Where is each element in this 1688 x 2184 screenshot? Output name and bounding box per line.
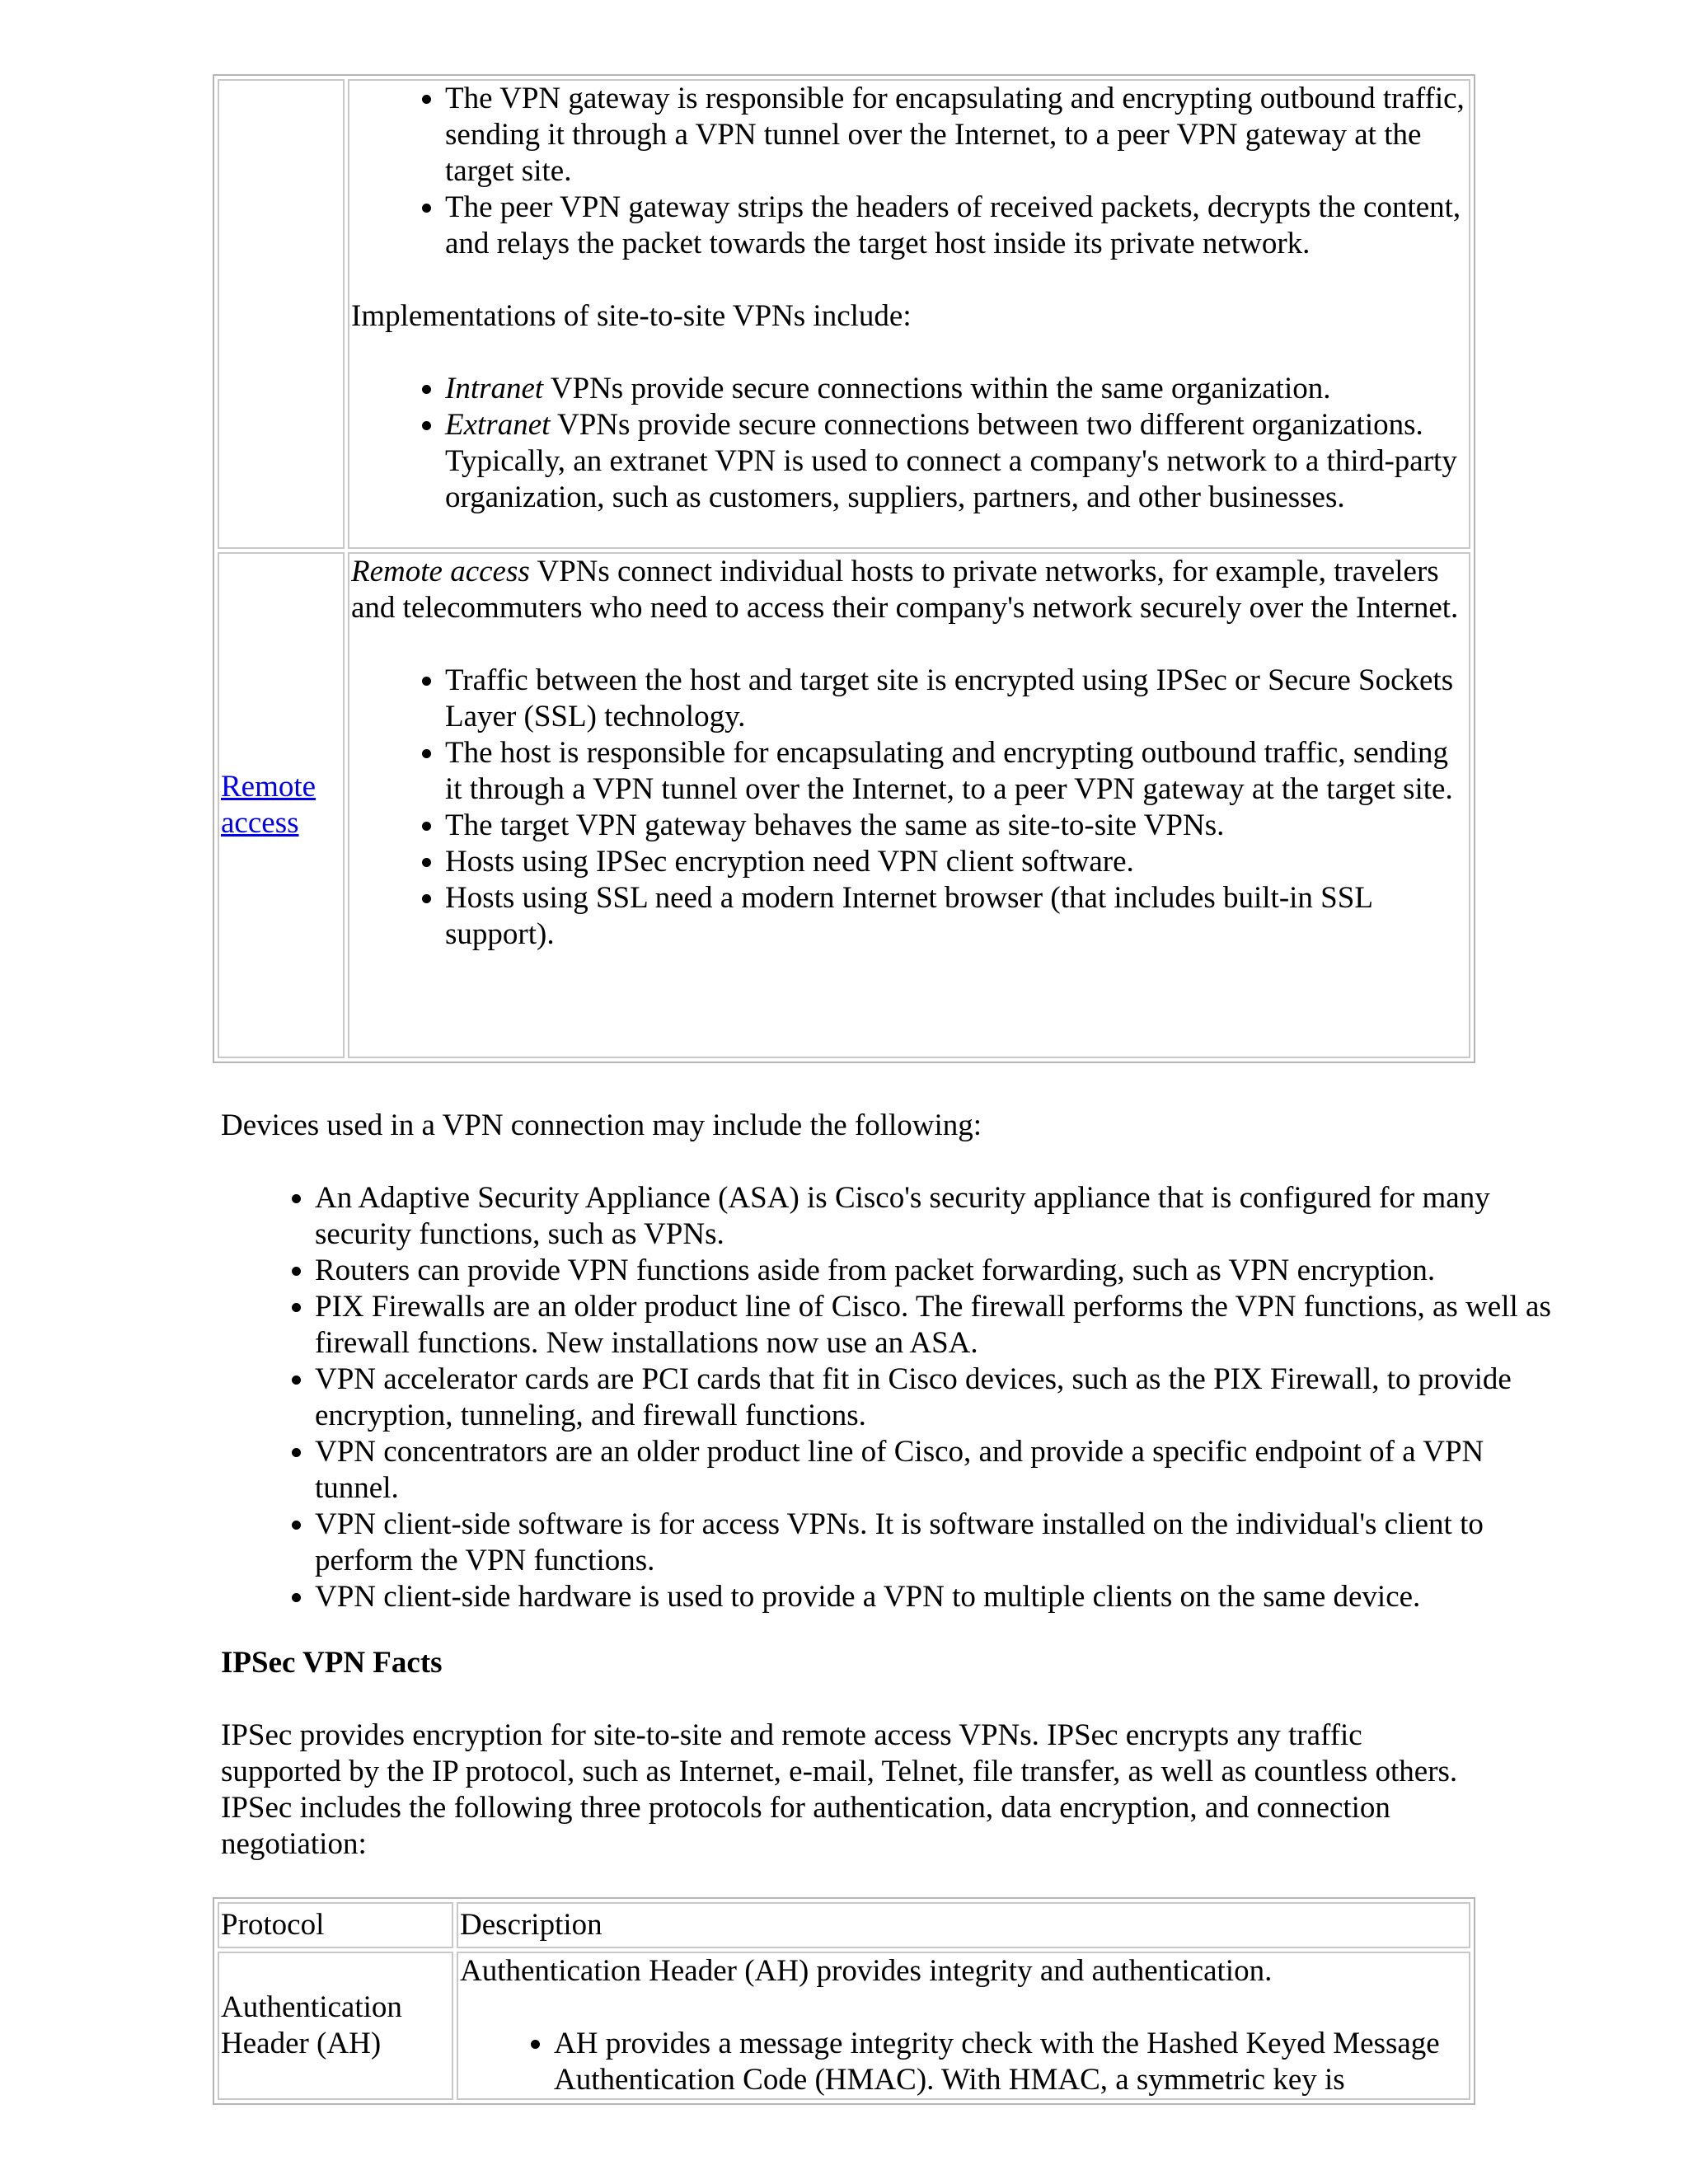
list-item: • The host is responsible for encapsulating and encrypting outbound traffic, sending it through a VPN tunnel over the Internet, to a peer VPN gateway at the target site. (445, 735, 1467, 808)
list-item: • The VPN gateway is responsible for encapsulating and encrypting outbound traffic, sending it through a VPN tunnel over the Internet, to a peer VPN gateway at the target site. (445, 81, 1467, 190)
vpn-description-cell (348, 552, 1470, 1058)
remote-access-bullet-list (351, 663, 1467, 953)
extranet-term: Extranet (445, 408, 551, 442)
list-item: • PIX Firewalls are an older product line of Cisco. The firewall performs the VPN functions, as well as firewall functions. New installations now use an ASA. (315, 1289, 1568, 1361)
list-item: • Extranet VPNs provide secure connections between two different organizations. Typically, an extranet VPN is used to connect a company's network to a third-party organization, such as customers, suppliers, partners, and other businesses. (445, 407, 1467, 516)
list-item: • The peer VPN gateway strips the headers of received packets, decrypts the content, and relays the packet towards the target host inside its private network. (445, 190, 1467, 262)
section-heading: IPSec VPN Facts (221, 1646, 443, 1680)
vpn-types-table (213, 74, 1475, 1063)
list-item: • AH provides a message integrity check with the Hashed Keyed Message Authentication Code (HMAC). With HMAC, a symmetric key is (554, 2026, 1467, 2098)
list-item: • An Adaptive Security Appliance (ASA) is Cisco's security appliance that is configured for many security functions, such as VPNs. (315, 1180, 1568, 1253)
vpn-type-cell-empty (218, 79, 345, 549)
protocol-cell: Authentication Header (AH) (218, 1952, 453, 2100)
implementations-list (351, 371, 1467, 516)
column-header-description: Description (457, 1902, 1470, 1948)
intranet-term: Intranet (445, 372, 544, 405)
devices-list (221, 1180, 1568, 1615)
list-item: • VPN client-side hardware is used to provide a VPN to multiple clients on the same device. (315, 1579, 1568, 1615)
list-item: • Intranet VPNs provide secure connections within the same organization. (445, 371, 1467, 407)
table-row (218, 79, 1470, 549)
description-cell: Authentication Header (AH) provides integrity and authentication. • AH provides a message integrity check with the Hashed Keyed Message Authentication Code (HMAC). With HMAC, a symmetric key is (457, 1952, 1470, 2100)
column-header-protocol: Protocol (218, 1902, 453, 1948)
vpn-description-cell (348, 79, 1470, 549)
table-header-row (218, 1902, 1470, 1948)
list-item: • Hosts using IPSec encryption need VPN client software. (445, 844, 1467, 880)
list-item: • Traffic between the host and target site is encrypted using IPSec or Secure Sockets Layer (SSL) technology. (445, 663, 1467, 735)
devices-intro: Devices used in a VPN connection may include the following: (221, 1108, 982, 1142)
ipsec-protocols-table (213, 1897, 1475, 2105)
description-bullet-list (460, 2026, 1467, 2098)
implementations-intro: Implementations of site-to-site VPNs include: (351, 299, 912, 333)
list-item: • VPN accelerator cards are PCI cards that fit in Cisco devices, such as the PIX Firewall, to provide encryption, tunneling, and firewall functions. (315, 1361, 1568, 1434)
list-item: • VPN client-side software is for access VPNs. It is software installed on the individual's client to perform the VPN functions. (315, 1507, 1568, 1579)
ipsec-intro: IPSec provides encryption for site-to-site and remote access VPNs. IPSec encrypts any traffic supported by the IP protocol, such as Internet, e-mail, Telnet, file transfer, as well as countless others. IPSec includes the following three protocols for authentication, data encryption, and connection negotiation: (221, 1718, 1458, 1861)
table-row (218, 552, 1470, 1058)
table-row (218, 1952, 1470, 2100)
remote-access-intro: Remote access VPNs connect individual hosts to private networks, for example, travelers and telecommuters who need to access their company's network securely over the Internet. (351, 555, 1459, 625)
list-item: • Routers can provide VPN functions aside from packet forwarding, such as VPN encryption. (315, 1253, 1568, 1289)
vpn-type-cell (218, 552, 345, 1058)
list-item: • The target VPN gateway behaves the same as site-to-site VPNs. (445, 808, 1467, 844)
site-to-site-bullet-list (351, 81, 1467, 262)
list-item: • VPN concentrators are an older product line of Cisco, and provide a specific endpoint of a VPN tunnel. (315, 1434, 1568, 1507)
list-item: • Hosts using SSL need a modern Internet browser (that includes built-in SSL support). (445, 880, 1467, 953)
remote-access-link[interactable]: Remote access (221, 770, 316, 840)
